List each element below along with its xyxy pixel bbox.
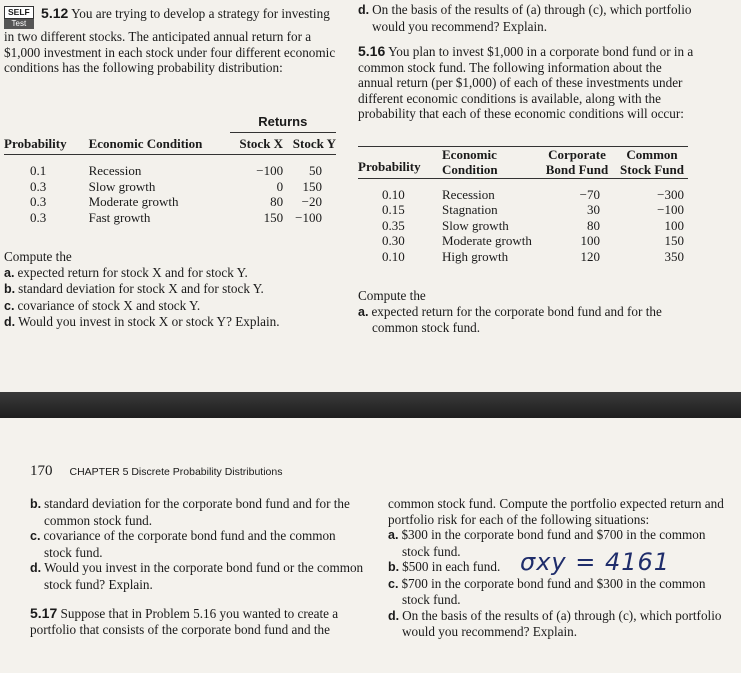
list-item: a. expected return for stock X and for stock Y. bbox=[4, 264, 248, 280]
returns-table bbox=[4, 114, 336, 226]
table-row: 0.3 Fast growth 150 −100 bbox=[30, 209, 322, 225]
table-row: 0.3 Slow growth 0 150 bbox=[30, 178, 322, 194]
self-test-badge: SELF Test bbox=[4, 6, 34, 29]
list-item: b. $500 in each fund. bbox=[388, 559, 501, 574]
problem-5-17: 5.17 Suppose that in Problem 5.16 you wanted to create a portfolio that consists of the corporate bond fund and the bbox=[30, 605, 339, 637]
list-item: a. expected return for the corporate bond fund and for the common stock fund. bbox=[358, 303, 662, 335]
page-number: 170 bbox=[30, 463, 53, 479]
chapter-title: CHAPTER 5 Discrete Probability Distributions bbox=[69, 466, 283, 478]
list-item: d. Would you invest in stock X or stock Y? Explain. bbox=[4, 314, 280, 329]
table-row: 0.1 Recession −100 50 bbox=[30, 163, 322, 178]
handwritten-note: σxy = 4161 bbox=[520, 548, 671, 576]
problem-number: 5.12 bbox=[41, 5, 69, 21]
list-item: a. $300 in the corporate bond fund and $700 in the common stock fund. bbox=[388, 527, 706, 559]
list-item: d. On the basis of the results of (a) through (c), which portfolio would you recommend? Explain. bbox=[388, 607, 722, 639]
bottom-left-column bbox=[30, 496, 366, 637]
list-item: b. standard deviation for the corporate bond fund and for the common stock fund. bbox=[30, 496, 350, 528]
compute-list-2: Compute the a. expected return for the corporate bond fund and for the common stock fund. bbox=[358, 288, 698, 336]
compute-list-1: Compute the a. expected return for stock X and for stock Y. b. standard deviation for stock X and for stock Y. c. covariance of stock X and stock Y. d. Would you invest in stock X or stock Y? Explain. bbox=[4, 249, 336, 331]
bottom-right-column: common stock fund. Compute the portfolio expected return and portfolio risk for each of the following situations: a. $300 in the corporate bond fund and $700 in the common stock fund. b. $500 in each fund. c. $700 in the corporate bond fund and $300 in the common stock fund. d. On the basis of the results of (a) through (c), which portfolio would you recommend? Explain. bbox=[388, 496, 726, 640]
fund-table bbox=[358, 146, 688, 265]
list-item: c. $700 in the corporate bond fund and $300 in the common stock fund. bbox=[388, 575, 706, 607]
table-header-row: Probability Economic Condition Stock X Stock Y bbox=[4, 133, 336, 155]
table-row: 0.15 Stagnation 30 −100 bbox=[382, 202, 684, 217]
problem-text: You are trying to develop a strategy for investing in two different stocks. The anticipated annual return for a $1,000 investment in each stock under four different economic conditions has the following probability distribution: bbox=[4, 6, 336, 75]
list-item: b. standard deviation for stock X and for stock Y. bbox=[4, 281, 264, 296]
left-column bbox=[4, 6, 336, 331]
table-row: 0.35 Slow growth 80 100 bbox=[382, 217, 684, 233]
problem-5-12 bbox=[4, 6, 336, 76]
list-item: c. covariance of stock X and stock Y. bbox=[4, 297, 201, 313]
returns-header: Returns bbox=[230, 114, 336, 133]
list-item: d. Would you invest in the corporate bond fund or the common stock fund? Explain. bbox=[30, 560, 364, 592]
list-item: c. covariance of the corporate bond fund and the common stock fund. bbox=[30, 528, 336, 560]
list-item: d. On the basis of the results of (a) through (c), which portfolio would you recommend? Explain. bbox=[358, 2, 692, 34]
table-row: 0.10 Recession −70 −300 bbox=[382, 186, 684, 202]
table-header-row: Probability Economic Condition Corporate Bond Fund Common Stock Fund bbox=[358, 146, 688, 178]
page-header bbox=[30, 463, 282, 480]
table-row: 0.30 Moderate growth 100 150 bbox=[382, 233, 684, 248]
page-gap bbox=[0, 392, 741, 418]
bottom-page bbox=[0, 418, 741, 673]
table-row: 0.3 Moderate growth 80 −20 bbox=[30, 194, 322, 209]
problem-5-16: 5.16 You plan to invest $1,000 in a corporate bond fund or in a common stock fund. The following information about the annual return (per $1,000) of each of these investments under different economic conditions is available, along with the probability that each of these economic conditions will occur: bbox=[358, 43, 694, 121]
table-row: 0.10 High growth 120 350 bbox=[382, 248, 684, 264]
right-column bbox=[358, 2, 698, 336]
